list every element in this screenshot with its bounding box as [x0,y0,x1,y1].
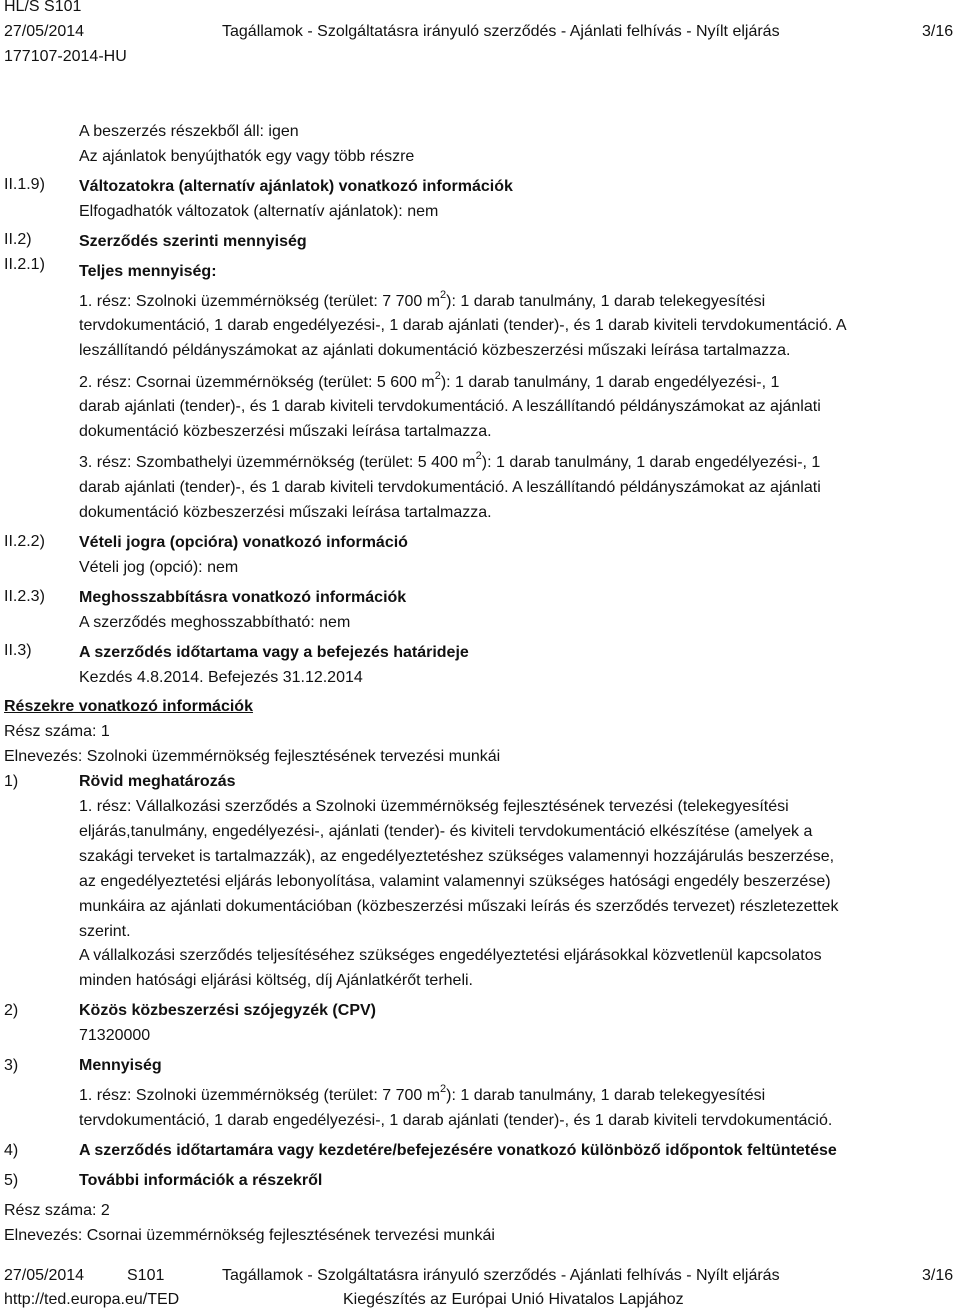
lot1-number: Rész száma: 1 [4,723,110,740]
short-description-line8: minden hatósági eljárási költség, díj Ajánlatkérőt terheli. [79,972,473,989]
option-value: Vételi jog (opció): nem [79,559,239,576]
footer-title: Tagállamok - Szolgáltatásra irányuló szerződés - Ajánlati felhívás - Nyílt eljárás [222,1267,780,1284]
lot2-number: Rész száma: 2 [4,1202,110,1219]
part3-line1: 3. rész: Szombathelyi üzemmérnökség (terület: 5 400 $m^2$): 1 darab tanulmány, 1 darab engedélyezési-, 1 [79,449,821,471]
item-number-5: 5) [4,1172,19,1189]
duration-value: Kezdés 4.8.2014. Befejezés 31.12.2014 [79,669,363,686]
short-description-line7: A vállalkozási szerződés teljesítéséhez szükséges engedélyeztetési eljárásokkal közvetlenül kapcsolatos [79,947,822,964]
duration-heading: A szerződés időtartama vagy a befejezés határideje [79,644,469,661]
doc-id: HL/S S101 [4,0,82,15]
total-quantity-heading: Teljes mennyiség: [79,263,217,280]
footer-date: 27/05/2014 [4,1267,85,1284]
lot-quantity-line1: 1. rész: Szolnoki üzemmérnökség (terület: 7 700 $m^2$): 1 darab tanulmány, 1 darab telekegyesítési [79,1082,766,1104]
header-title: Tagállamok - Szolgáltatásra irányuló szerződés - Ajánlati felhívás - Nyílt eljárás [222,23,780,40]
lot-quantity-heading: Mennyiség [79,1057,162,1074]
part1-line2: tervdokumentáció, 1 darab engedélyezési-, 1 darab ajánlati (tender)-, és 1 darab kiviteli tervdokumentáció. A [79,317,847,334]
lot2-name: Elnevezés: Csornai üzemmérnökség fejlesztésének tervezési munkái [4,1227,495,1244]
section-label-ii2: II.2) [4,231,32,248]
cpv-heading: Közös közbeszerzési szójegyzék (CPV) [79,1002,376,1019]
part3-line2: darab ajánlati (tender)-, és 1 darab kiviteli tervdokumentáció. A leszállítandó példányszámokat az ajánlati [79,479,821,496]
short-description-line2: eljárás,tanulmány, engedélyezési-, ajánlati (tender)- és kiviteli tervdokumentáció elkészítése (amelyek a [79,823,813,840]
item-number-3: 3) [4,1057,19,1074]
renewal-heading: Meghosszabbításra vonatkozó információk [79,589,407,606]
more-info-heading: További információk a részekről [79,1172,323,1189]
short-description-line6: szerint. [79,923,131,940]
footer-page: 3/16 [922,1267,954,1284]
variants-value: Elfogadhatók változatok (alternatív ajánlatok): nem [79,203,439,220]
item-number-2: 2) [4,1002,19,1019]
header-page: 3/16 [922,23,954,40]
part2-line3: dokumentáció közbeszerzési műszaki leírása tartalmazza. [79,423,492,440]
renewal-value: A szerződés meghosszabbítható: nem [79,614,351,631]
section-label-ii23: II.2.3) [4,588,45,605]
header-date: 27/05/2014 [4,23,85,40]
part2-line2: darab ajánlati (tender)-, és 1 darab kiviteli tervdokumentáció. A leszállítandó példányszámokat az ajánlati [79,398,821,415]
footer-series: S101 [127,1267,165,1284]
short-description-line5: munkáira az ajánlati dokumentációban (közbeszerzési műszaki leírás és szerződés tervezet) részletezettek [79,898,839,915]
cpv-value: 71320000 [79,1027,151,1044]
lot1-name: Elnevezés: Szolnoki üzemmérnökség fejlesztésének tervezési munkái [4,748,501,765]
variants-heading: Változatokra (alternatív ajánlatok) vonatkozó információk [79,178,513,195]
footer-url[interactable]: http://ted.europa.eu/TED [4,1291,180,1308]
part1-line3: leszállítandó példányszámokat az ajánlati dokumentáció közbeszerzési műszaki leírása tartalmazza. [79,342,791,359]
dates-heading: A szerződés időtartamára vagy kezdetére/befejezésére vonatkozó különböző időpontok feltüntetése [79,1142,837,1159]
part3-line3: dokumentáció közbeszerzési műszaki leírása tartalmazza. [79,504,492,521]
section-label-ii19: II.1.9) [4,176,45,193]
lot-quantity-line2: tervdokumentáció, 1 darab engedélyezési-, 1 darab ajánlati (tender)-, és 1 darab kiviteli tervdokumentáció. [79,1112,833,1129]
option-heading: Vételi jogra (opcióra) vonatkozó információ [79,534,408,551]
tenders-parts-statement: Az ajánlatok benyújthatók egy vagy több részre [79,148,415,165]
short-description-line1: 1. rész: Vállalkozási szerződés a Szolnoki üzemmérnökség fejlesztésének tervezési (telekegyesítési [79,798,789,815]
item-number-4: 4) [4,1142,19,1159]
section-label-ii3: II.3) [4,642,32,659]
section-label-ii21: II.2.1) [4,256,45,273]
part1-line1: 1. rész: Szolnoki üzemmérnökség (terület: 7 700 $m^2$): 1 darab tanulmány, 1 darab telekegyesítési [79,288,766,310]
short-description-heading: Rövid meghatározás [79,773,236,790]
footer-publisher: Kiegészítés az Európai Unió Hivatalos Lapjához [343,1291,684,1308]
short-description-line4: az engedélyeztetési eljárás lebonyolítása, valamint valamennyi szükséges hatósági engedély beszerzése) [79,873,831,890]
short-description-line3: szakági terveket is tartalmazzák), az engedélyeztetéshez szükséges valamennyi hozzájárulás beszerzése, [79,848,835,865]
part2-line1: 2. rész: Csornai üzemmérnökség (terület: 5 600 $m^2$): 1 darab tanulmány, 1 darab engedélyezési-, 1 [79,369,780,391]
lots-heading: Részekre vonatkozó információk [4,698,253,715]
quantity-heading: Szerződés szerinti mennyiség [79,233,307,250]
notice-number: 177107-2014-HU [4,48,127,65]
item-number-1: 1) [4,773,19,790]
parts-statement: A beszerzés részekből áll: igen [79,123,299,140]
section-label-ii22: II.2.2) [4,533,45,550]
